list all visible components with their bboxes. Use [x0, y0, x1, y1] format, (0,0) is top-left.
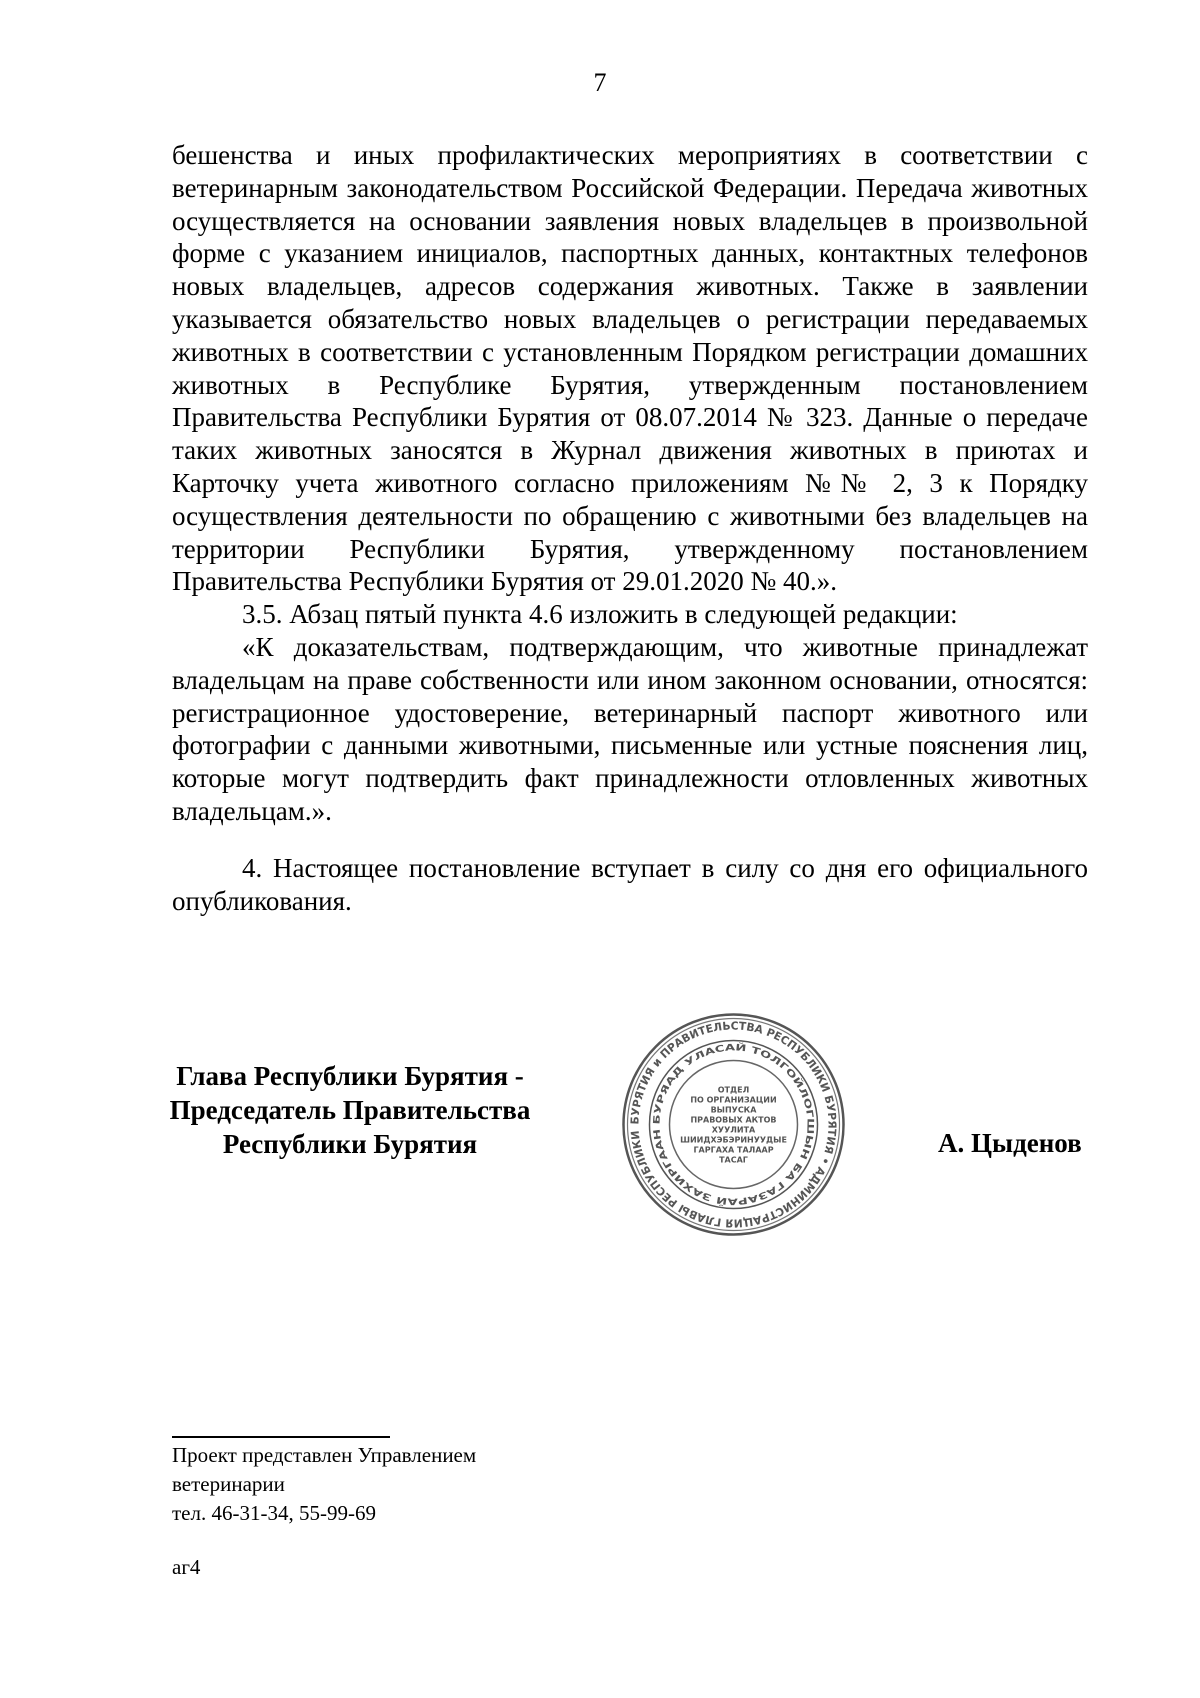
paragraph-quoted-text: «К доказательствам, подтверждающим, что животные принадлежат владельцам на праве собственности или ином законном основании, относятся: регистрационное удостоверение, ветеринарный паспорт животного или фотографии с данными животными, письменные или устные пояснения лиц, которые могут подтвердить факт принадлежности отловленных животных владельцам.». — [172, 631, 1088, 826]
page-number: 7 — [593, 68, 607, 97]
seal-outer-text: БУРЯТИЯ и ПРАВИТЕЛЬСТВА РЕСПУБЛИКИ БУРЯТИЯ • АДМИНИСТРАЦИЯ ГЛАВЫ РЕСПУБЛИКИ — [628, 1019, 839, 1230]
seal-center-line: ПО ОРГАНИЗАЦИИ — [690, 1095, 777, 1105]
signer-name: А. Цыденов — [938, 1128, 1082, 1158]
seal-inner-text: БУРЯАД УЛАСАЙ ТОЛГОЙЛОГШЫН БА ГАЗАРАЙ ЗАХИРГААН — [652, 1043, 815, 1206]
seal-center-line: ГАРГАХА ТАЛААР — [693, 1145, 774, 1155]
seal-center-line: ХУУЛИТА — [711, 1125, 756, 1135]
signatory-line: Республики Бурятия — [222, 1129, 478, 1159]
official-seal — [621, 1012, 846, 1237]
signatory-line: Глава Республики Бурятия - — [176, 1061, 524, 1091]
paragraph-continuation: бешенства и иных профилактических мероприятиях в соответствии с ветеринарным законодательством Российской Федерации. Передача животных осуществляется на основании заявления новых владельцев в произвольной форме с указанием инициалов, паспортных данных, контактных телефонов новых владельцев, адресов содержания животных. Также в заявлении указывается обязательство новых владельцев о регистрации передаваемых животных в соответствии с установленным Порядком регистрации домашних животных в Республике Бурятия, утвержденным постановлением Правительства Республики Бурятия от 08.07.2014 № 323. Данные о передаче таких животных заносятся в Журнал движения животных в приютах и Карточку учета животного согласно приложениям №№ 2, 3 к Порядку осуществления деятельности по обращению с животными без владельцев на территории Республики Бурятия, утвержденному постановлением Правительства Республики Бурятия от 29.01.2020 № 40.». — [172, 140, 1088, 597]
signatory-title — [150, 1059, 550, 1161]
footnote-line: ветеринарии — [172, 1472, 285, 1496]
seal-center-line: ТАСАГ — [719, 1155, 748, 1165]
footnote — [172, 1441, 476, 1528]
seal-center-line: ВЫПУСКА — [710, 1105, 757, 1115]
document-code: аг4 — [172, 1555, 201, 1579]
seal-center-line: ШИИДХЭБЭРИНУУДЫЕ — [680, 1135, 787, 1145]
seal-center-line: ПРАВОВЫХ АКТОВ — [690, 1115, 777, 1125]
signatory-line: Председатель Правительства — [169, 1095, 531, 1125]
seal-center-line: ОТДЕЛ — [717, 1085, 750, 1095]
footnote-line: Проект представлен Управлением — [172, 1443, 477, 1467]
footnote-divider — [172, 1436, 390, 1438]
footnote-line: тел. 46-31-34, 55-99-69 — [172, 1501, 376, 1525]
document-body — [172, 139, 1088, 917]
paragraph-amendment-3-5: 3.5. Абзац пятый пункта 4.6 изложить в следующей редакции: — [242, 599, 958, 630]
paragraph-effective-date: 4. Настоящее постановление вступает в силу со дня его официального опубликования. — [172, 852, 1088, 916]
